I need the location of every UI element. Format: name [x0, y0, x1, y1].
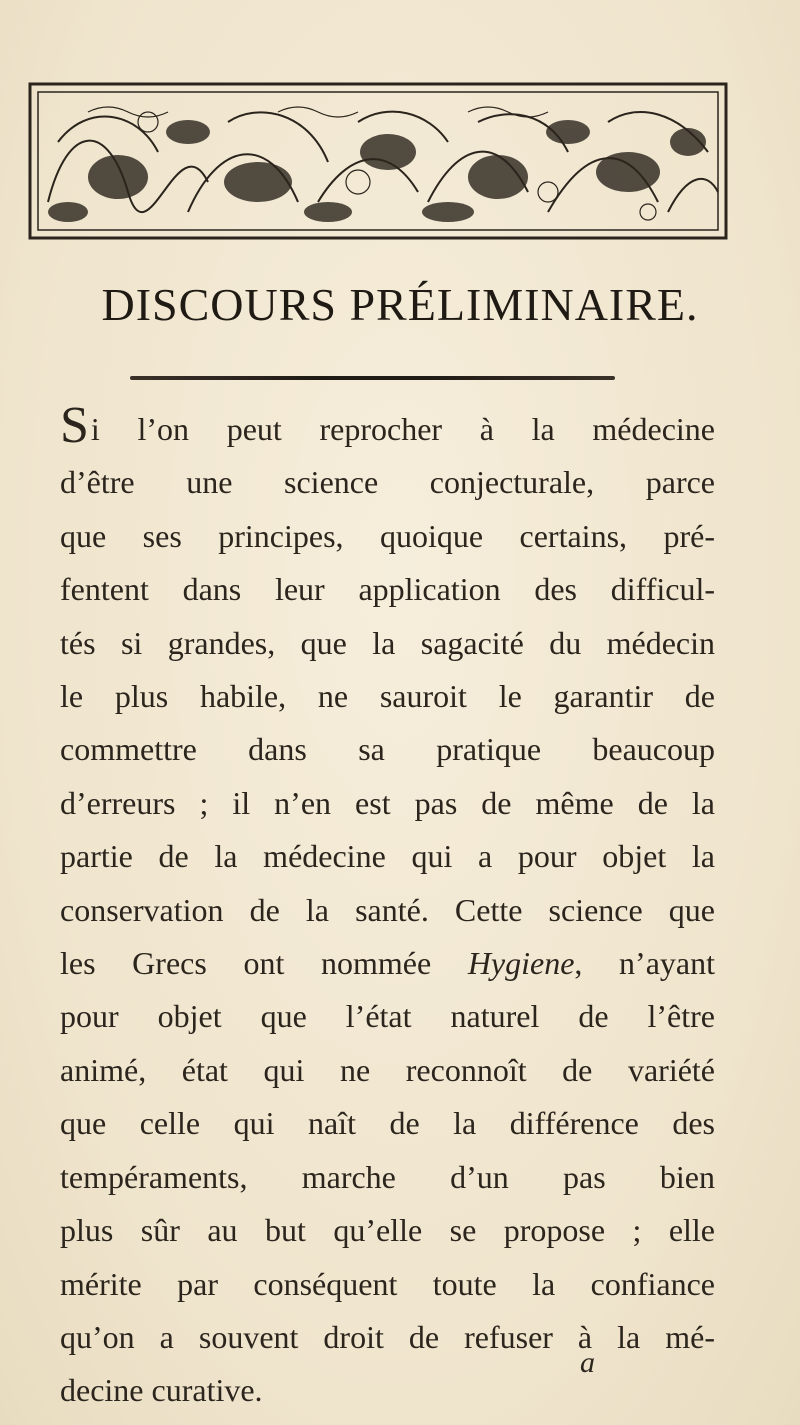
text-line: commettre dans sa pratique beaucoup — [60, 731, 715, 768]
text-line: d’erreurs ; il n’en est pas de même de la — [60, 784, 715, 821]
text-line: animé, état qui ne reconnoît de variété — [60, 1051, 715, 1088]
text-segment: , n’ayant — [574, 945, 716, 982]
text-line-last: decine curative. — [60, 1372, 263, 1409]
body-paragraph — [60, 397, 716, 1418]
text-line: tés si grandes, que la sagacité du médecin — [60, 624, 715, 661]
text-segment: les Grecs ont nommée — [60, 945, 468, 982]
ornamental-headpiece — [28, 82, 728, 240]
text-line — [60, 397, 715, 456]
text-line: fentent dans leur application des difficul- — [60, 571, 715, 608]
text-line: plus sûr au but qu’elle se propose ; elle — [60, 1212, 715, 1249]
text-line: que celle qui naît de la différence des — [60, 1105, 715, 1142]
signature-mark: a — [580, 1346, 595, 1379]
text-line: conservation de la santé. Cette science que — [60, 891, 715, 928]
text-line: mérite par conséquent toute la confiance — [60, 1265, 715, 1302]
text-line: le plus habile, ne sauroit le garantir de — [60, 678, 715, 715]
title-rule — [130, 376, 615, 380]
text-line: qu’on a souvent droit de refuser à la mé- — [60, 1318, 715, 1355]
text-line: que ses principes, quoique certains, pré- — [60, 517, 715, 554]
text-line-content: i l’on peut reprocher à la médecine — [90, 411, 715, 447]
text-line: d’être une science conjecturale, parce — [60, 464, 715, 501]
text-line: pour objet que l’état naturel de l’être — [60, 998, 715, 1035]
text-line: tempéraments, marche d’un pas bien — [60, 1158, 715, 1195]
italic-term: Hygiene — [467, 945, 575, 982]
drop-cap: S — [60, 397, 89, 454]
page-title: DISCOURS PRÉLIMINAIRE. — [101, 279, 699, 330]
text-line — [60, 937, 715, 990]
text-line: partie de la médecine qui a pour objet la — [60, 838, 715, 875]
